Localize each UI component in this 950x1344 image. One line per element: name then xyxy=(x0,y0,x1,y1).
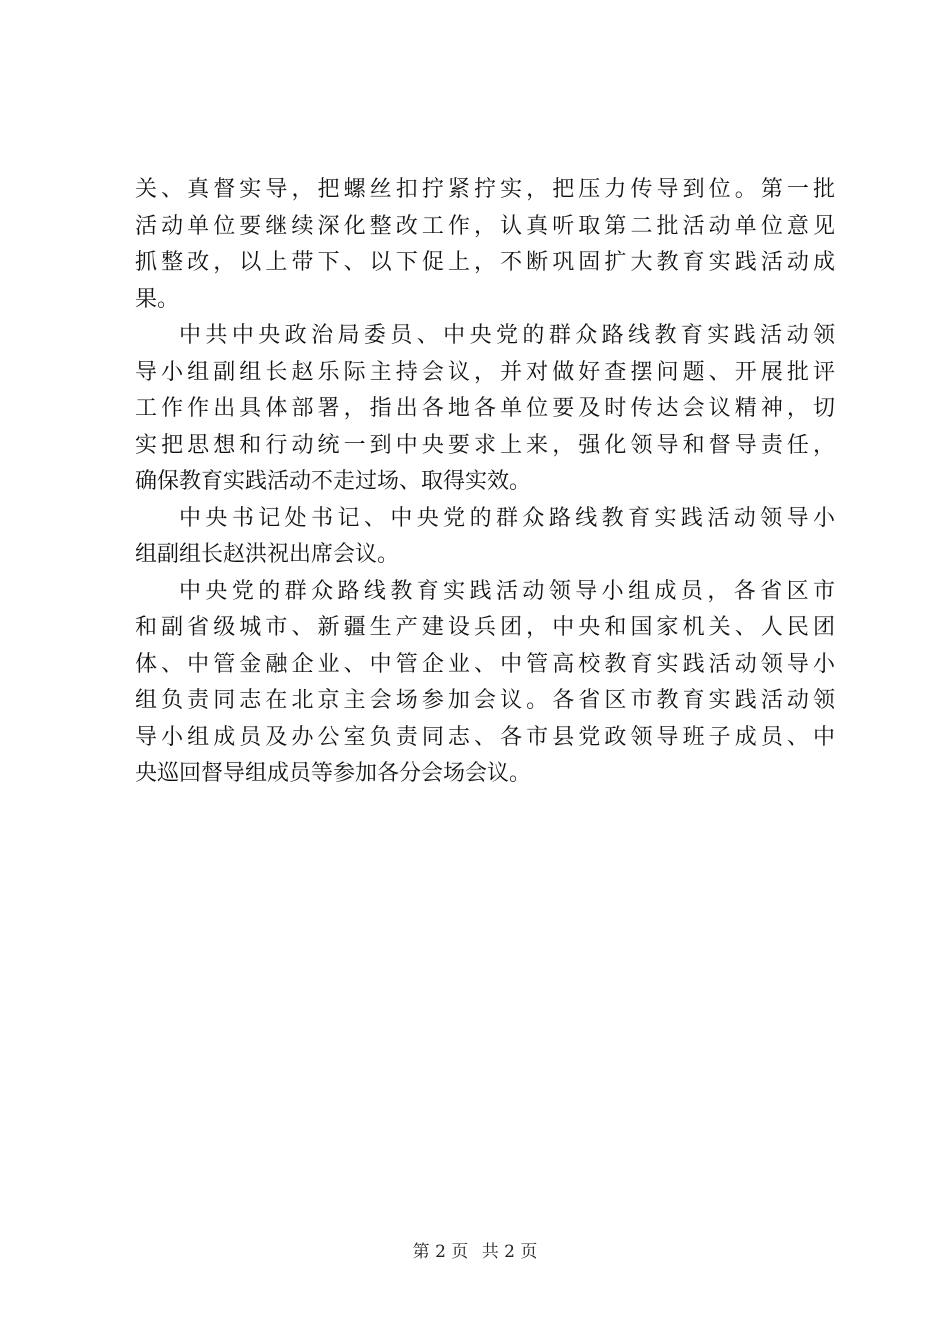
text-line: 果。 xyxy=(135,286,180,312)
page-number: 第 2 页 xyxy=(412,1242,469,1262)
text-line: 和副省级城市、新疆生产建设兵团，中央和国家机关、人民团 xyxy=(135,615,835,640)
text-line: 组副组长赵洪祝出席会议。 xyxy=(135,542,400,567)
text-line: 央巡回督导组成员等参加各分会场会议。 xyxy=(135,761,532,786)
text-line: 导小组副组长赵乐际主持会议，并对做好查摆问题、开展批评 xyxy=(135,359,835,385)
text-line: 工作作出具体部署，指出各地各单位要及时传达会议精神，切 xyxy=(135,396,835,421)
text-line: 确保教育实践活动不走过场、取得实效。 xyxy=(135,469,532,494)
text-line: 体、中管金融企业、中管企业、中管高校教育实践活动领导小 xyxy=(135,651,835,677)
paragraph xyxy=(135,574,835,793)
page-total: 共 2 页 xyxy=(481,1242,538,1262)
text-line: 活动单位要继续深化整改工作，认真听取第二批活动单位意见 xyxy=(135,213,835,239)
page-footer xyxy=(0,1240,950,1264)
text-line: 中央书记处书记、中央党的群众路线教育实践活动领导小 xyxy=(179,505,835,531)
text-line: 关、真督实导，把螺丝扣拧紧拧实，把压力传导到位。第一批 xyxy=(135,177,835,202)
text-line: 中共中央政治局委员、中央党的群众路线教育实践活动领 xyxy=(179,323,835,348)
paragraph xyxy=(135,318,835,501)
paragraph xyxy=(135,172,835,318)
text-line: 组负责同志在北京主会场参加会议。各省区市教育实践活动领 xyxy=(135,688,835,713)
paragraph xyxy=(135,501,835,574)
text-line: 导小组成员及办公室负责同志、各市县党政领导班子成员、中 xyxy=(135,724,835,750)
text-line: 中央党的群众路线教育实践活动领导小组成员，各省区市 xyxy=(179,578,835,604)
text-line: 实把思想和行动统一到中央要求上来，强化领导和督导责任， xyxy=(135,432,835,458)
text-line: 抓整改，以上带下、以下促上，不断巩固扩大教育实践活动成 xyxy=(135,250,835,275)
document-body xyxy=(135,172,835,793)
